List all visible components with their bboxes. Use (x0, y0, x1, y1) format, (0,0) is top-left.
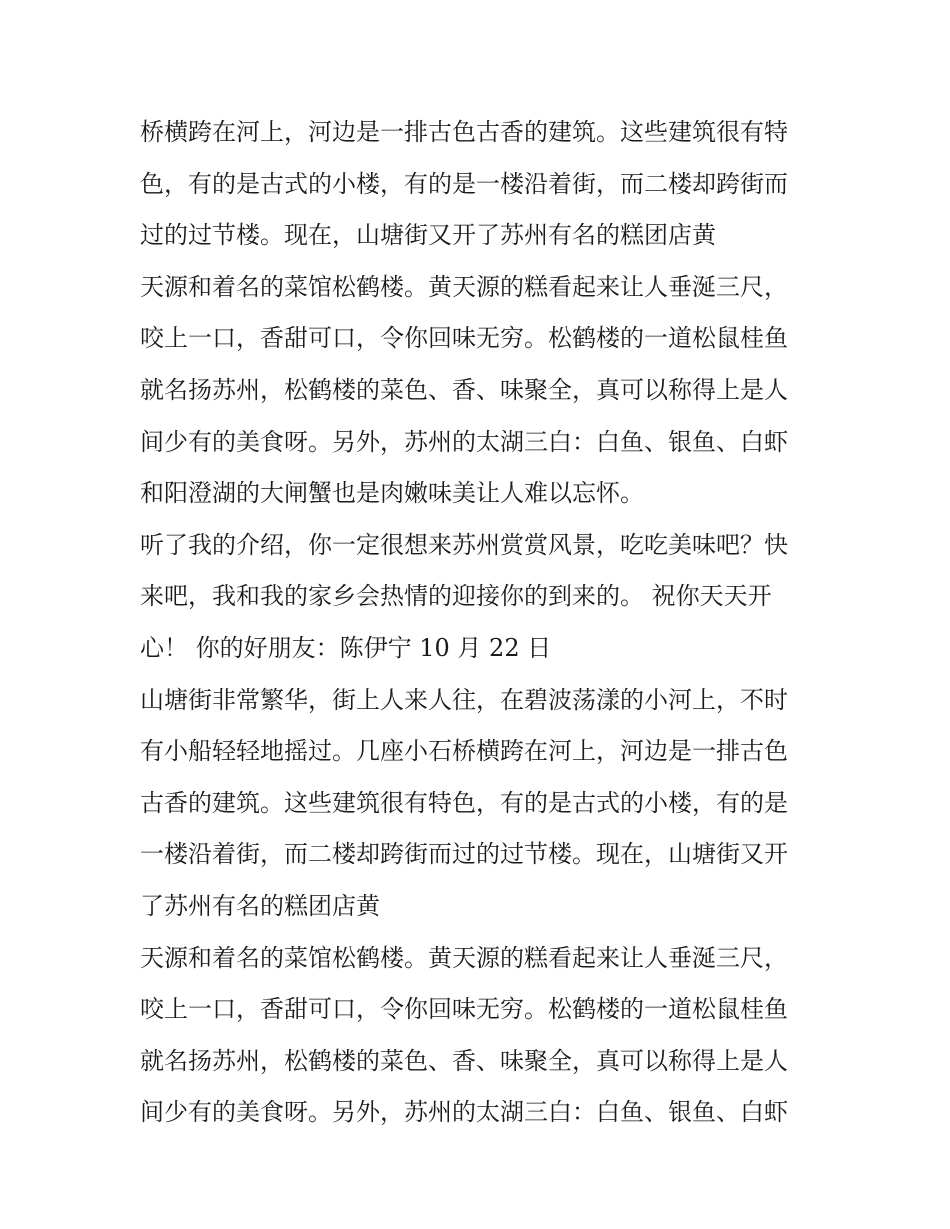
text-line: 听了我的介绍，你一定很想来苏州赏赏风景，吃吃美味吧？快 (140, 530, 788, 559)
text-line: 山塘街非常繁华，街上人来人往，在碧波荡漾的小河上，不时 (140, 685, 788, 714)
text-line: 就名扬苏州，松鹤楼的菜色、香、味聚全，真可以称得上是人 (140, 1046, 788, 1075)
text-line: 和阳澄湖的大闸蟹也是肉嫩味美让人难以忘怀。 (140, 479, 644, 508)
text-line: 间少有的美食呀。另外，苏州的太湖三白：白鱼、银鱼、白虾 (140, 427, 788, 456)
text-line: 了苏州有名的糕团店黄 (140, 891, 380, 920)
text-line: 心！ 你的好朋友：陈伊宁 10 月 22 日 (140, 633, 552, 662)
text-line: 天源和着名的菜馆松鹤楼。黄天源的糕看起来让人垂涎三尺， (140, 943, 788, 972)
text-line: 来吧，我和我的家乡会热情的迎接你的到来的。 祝你天天开 (140, 582, 772, 611)
text-line: 有小船轻轻地摇过。几座小石桥横跨在河上，河边是一排古色 (140, 737, 788, 766)
text-line: 间少有的美食呀。另外，苏州的太湖三白：白鱼、银鱼、白虾 (140, 1098, 788, 1127)
text-line: 古香的建筑。这些建筑很有特色，有的是古式的小楼，有的是 (140, 788, 788, 817)
text-line: 桥横跨在河上，河边是一排古色古香的建筑。这些建筑很有特 (140, 118, 788, 146)
text-line: 就名扬苏州，松鹤楼的菜色、香、味聚全，真可以称得上是人 (140, 375, 788, 404)
text-line: 咬上一口，香甜可口，令你回味无穷。松鹤楼的一道松鼠桂鱼 (140, 995, 788, 1024)
text-line: 一楼沿着街，而二楼却跨街而过的过节楼。现在，山塘街又开 (140, 840, 788, 869)
document-body (140, 107, 820, 1139)
text-line: 咬上一口，香甜可口，令你回味无穷。松鹤楼的一道松鼠桂鱼 (140, 324, 788, 353)
text-line: 色，有的是古式的小楼，有的是一楼沿着街，而二楼却跨街而 (140, 169, 788, 198)
text-line: 天源和着名的菜馆松鹤楼。黄天源的糕看起来让人垂涎三尺， (140, 272, 788, 301)
text-line: 过的过节楼。现在，山塘街又开了苏州有名的糕团店黄 (140, 221, 716, 250)
